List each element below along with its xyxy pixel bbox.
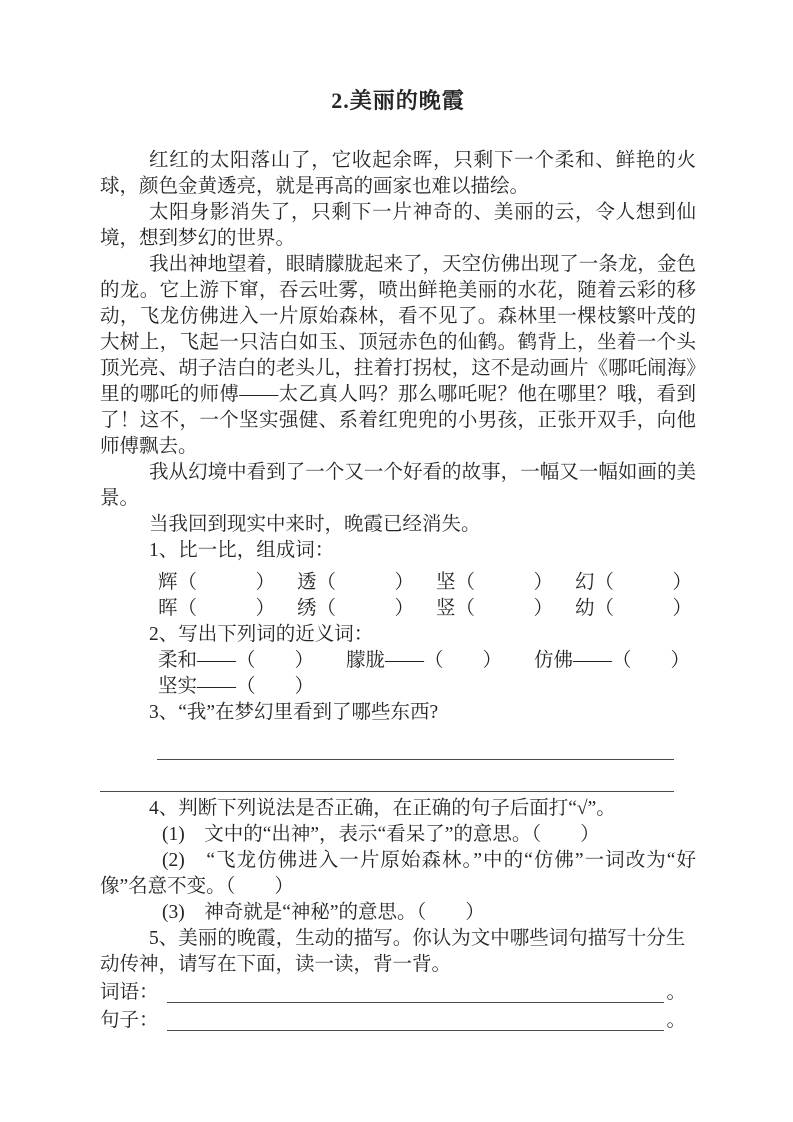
question-2-label: 2、写出下列词的近义词： [149, 624, 374, 645]
question-4-label: 4、判断下列说法是否正确，在正确的句子后面打“√”。 [149, 798, 616, 819]
word-blank: 幻（ ） [574, 572, 692, 593]
synonym-blank: 仿佛——（ ） [534, 650, 691, 671]
word-blank: 透（ ） [296, 572, 414, 593]
synonym-blank: 柔和——（ ） [158, 650, 315, 671]
q4-item-3: (3) 神奇就是“神秘”的意思。（ ） [162, 902, 485, 923]
answer-line-1 [157, 728, 674, 760]
sentence-fill-row [100, 1006, 686, 1034]
answer-line-2 [100, 760, 674, 792]
synonym-blank: 坚实——（ ） [158, 676, 315, 697]
question-5-label: 5、美丽的晚霞，生动的描写。你认为文中哪些词句描写十分生动传神，请写在下面，读一读，背一背。 [100, 928, 686, 975]
word-blank: 竖（ ） [435, 598, 553, 619]
word-blank: 绣（ ） [296, 598, 414, 619]
question-3-label: 3、“我”在梦幻里看到了哪些东西? [149, 702, 439, 723]
passage-paragraph-3: 我出神地望着，眼睛朦胧起来了，天空仿佛出现了一条龙，金色的龙。它上游下窜，吞云吐雾，喷出鲜艳美丽的水花，随着云彩的移动，飞龙仿佛进入一片原始森林，看不见了。森林里一棵枝繁叶茂的大树上，飞起一只洁白如玉、顶冠赤色的仙鹤。鹤背上，坐着一个头顶光亮、胡子洁白的老头儿，拄着打拐杖，这不是动画片《哪吒闹海》里的哪吒的师傅——太乙真人吗？那么哪吒呢？他在哪里？哦，看到了！这不，一个坚实强健、系着红兜兜的小男孩，正张开双手，向他师傅飘去。 [100, 254, 696, 457]
sentence-answer-line [167, 1006, 665, 1031]
word-blank: 坚（ ） [435, 572, 553, 593]
sentence-fill-label: 句子： [100, 1010, 159, 1031]
passage-paragraph-1: 红红的太阳落山了，它收起余晖，只剩下一个柔和、鲜艳的火球，颜色金黄透亮，就是再高的画家也难以描绘。 [100, 150, 696, 197]
page-title: 2.美丽的晚霞 [331, 88, 465, 113]
words-fill-label: 词语： [100, 982, 159, 1003]
words-answer-line [167, 978, 665, 1003]
word-blank: 辉（ ） [158, 572, 276, 593]
passage-paragraph-2: 太阳身影消失了，只剩下一片神奇的、美丽的云，令人想到仙境，想到梦幻的世界。 [100, 202, 696, 249]
q4-item-2: (2) “飞龙仿佛进入一片原始森林。”中的“仿佛”一词改为“好像”名意不变。（ ） [100, 850, 696, 897]
q2-synonym-row-2 [100, 674, 696, 700]
q1-word-row-1 [100, 570, 696, 596]
sentence-fill-period: 。 [666, 1010, 686, 1031]
passage-paragraph-5: 当我回到现实中来时，晚霞已经消失。 [149, 514, 481, 535]
q4-item-1: (1) 文中的“出神”，表示“看呆了”的意思。（ ） [162, 824, 600, 845]
q1-word-row-2 [100, 596, 696, 622]
word-blank: 幼（ ） [574, 598, 692, 619]
word-blank: 晖（ ） [158, 598, 276, 619]
q2-synonym-row-1 [100, 648, 696, 674]
passage-paragraph-4: 我从幻境中看到了一个又一个好看的故事，一幅又一幅如画的美景。 [100, 462, 696, 509]
words-fill-period: 。 [666, 982, 686, 1003]
synonym-blank: 朦胧——（ ） [346, 650, 503, 671]
words-fill-row [100, 978, 686, 1006]
question-1-label: 1、比一比，组成词： [149, 540, 335, 561]
